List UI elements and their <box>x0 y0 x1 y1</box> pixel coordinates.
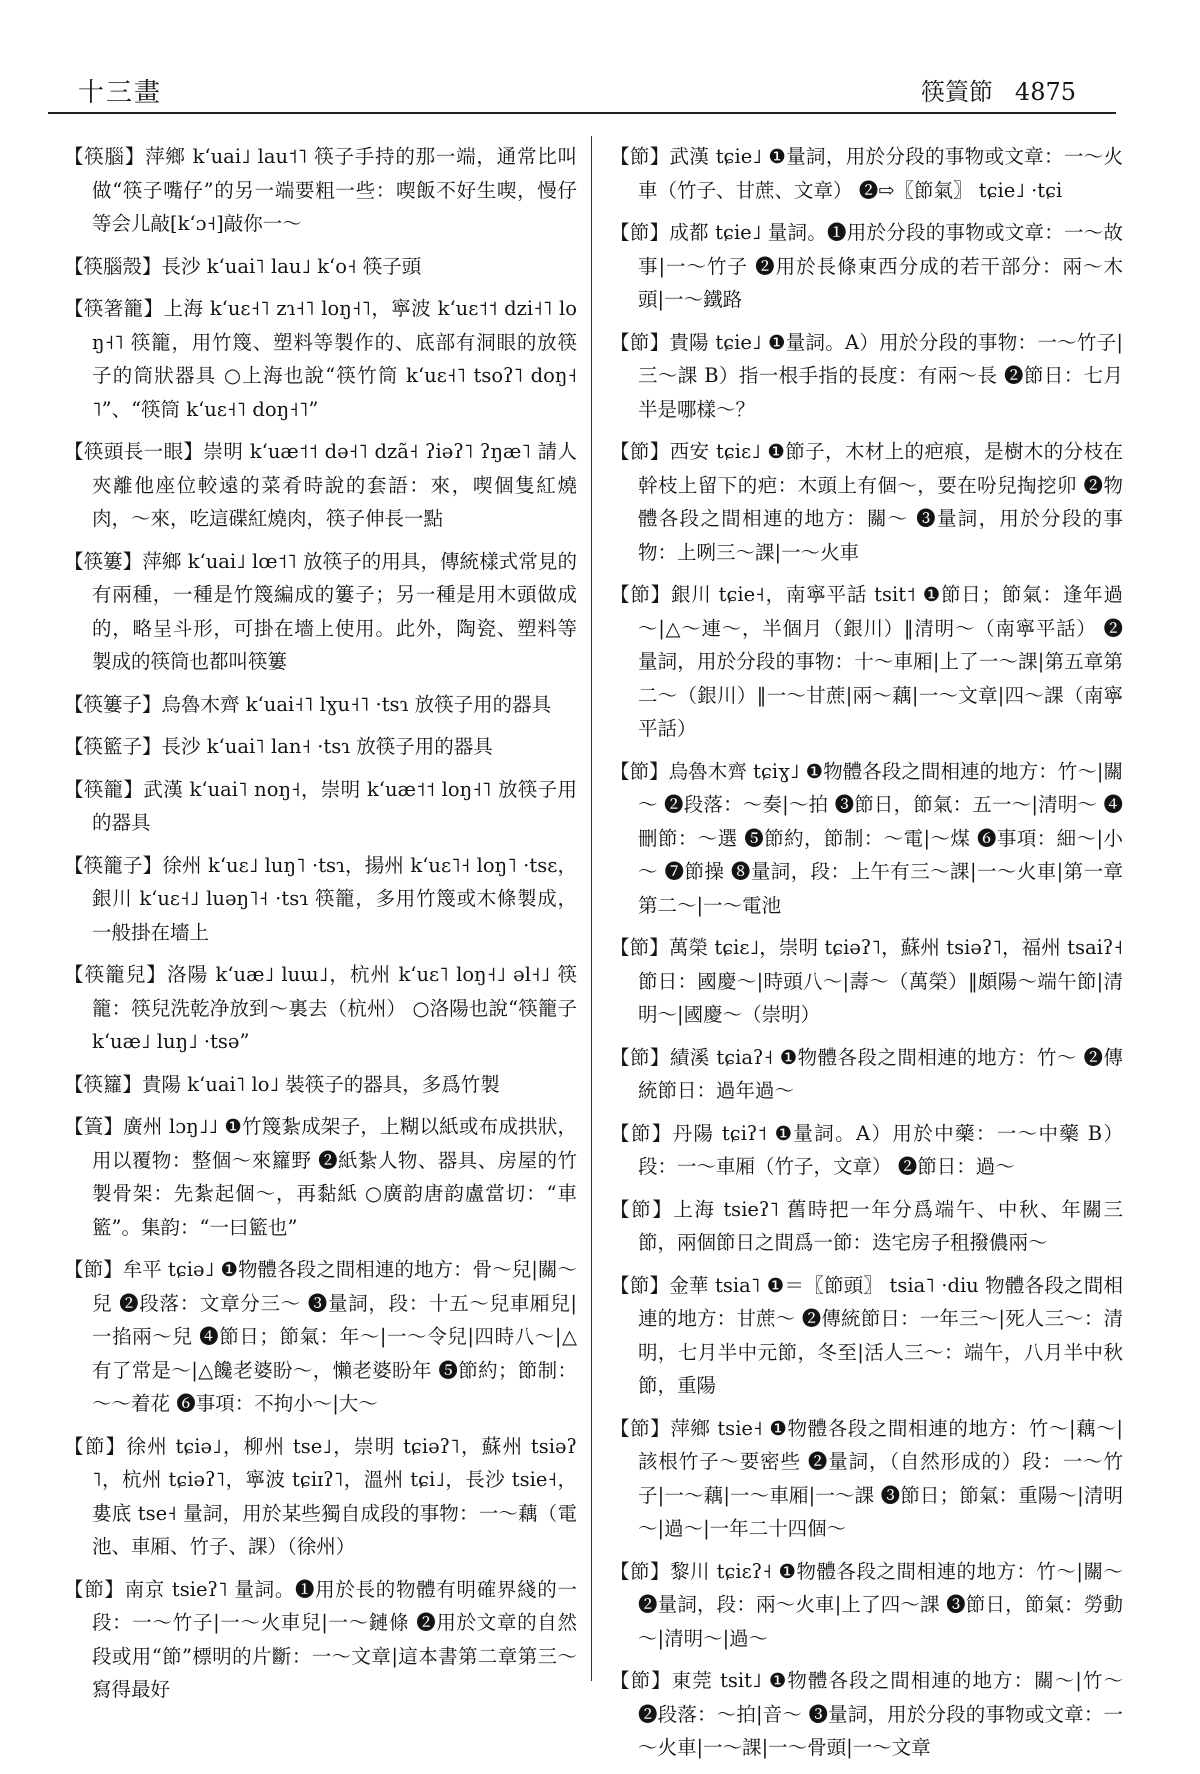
entry-text: 崇明 kʻuæ˦˦ də˧˥ dzã˧ ʔiəʔ˥ ʔŋæ˥ 請人夾離他座位較遠的菜肴時說的套語：來，喫個隻紅燒肉，～來，吃這碟紅燒肉，筷子伸長一點 <box>92 440 577 530</box>
dictionary-entry <box>64 730 577 764</box>
entry-headword: 【 節 】 <box>610 1274 669 1297</box>
left-column <box>64 140 577 1716</box>
header-characters: 筷篢節 <box>920 78 993 106</box>
header-rule <box>48 112 1116 114</box>
entry-text: 廣州 lɔŋ˩˩ ❶竹篾紮成架子，上糊以紙或布成拱狀，用以覆物：整個～來籮野 ❷紙紮人物、器具、房屋的竹製骨架：先紮起個～，再黏紙 ○廣韵唐韵盧當切：“車籃”。集韵：“一曰籃也” <box>92 1115 577 1239</box>
dictionary-entry <box>64 545 577 679</box>
entry-text: 丹陽 tɕiʔ˦ ❶量詞。A）用於中藥：一～中藥 B）段：一～車厢（竹子，文章） ❷節日：過～ <box>638 1121 1123 1178</box>
entry-headword: 【 篢 】 <box>64 1115 123 1138</box>
entry-text: 黎川 tɕiɛʔ˧ ❶物體各段之間相連的地方：竹～|關～ ❷量詞，段：兩～火車|上了四～課 ❸節日，節氣：勞動～|清明～|過～ <box>638 1559 1123 1650</box>
entry-text: 成都 tɕie˩ 量詞。❶用於分段的事物或文章：一～故事|一～竹子 ❷用於長條東西分成的若干部分：兩～木頭|一～鐵路 <box>638 221 1123 311</box>
entry-text: 萬榮 tɕiɛ˩，崇明 tɕiəʔ˥，蘇州 tsiəʔ˥，福州 tsaiʔ˧ 節日：國慶～|時頭八～|壽～（萬榮）‖頗陽～端午節|清明～|國慶～（崇明） <box>638 936 1123 1026</box>
entry-headword: 【 筷籮 】 <box>64 1073 142 1096</box>
entry-headword: 【 筷簍 】 <box>64 550 142 573</box>
dictionary-entry <box>610 1555 1123 1656</box>
entry-text: 長沙 kʻuai˥ lan˧ ·tsɿ 放筷子用的器具 <box>161 735 493 758</box>
entry-headword: 【 節 】 <box>610 1198 673 1221</box>
dictionary-entry <box>610 1664 1123 1765</box>
entry-text: 長沙 kʻuai˥ lau˩ kʻo˧ 筷子頭 <box>161 254 422 278</box>
entry-headword: 【 筷簍子 】 <box>64 693 162 716</box>
dictionary-entry <box>64 140 577 241</box>
dictionary-entry <box>64 250 577 284</box>
entry-headword: 【 節 】 <box>610 221 669 244</box>
entry-text: 南京 tsieʔ˥ 量詞。❶用於長的物體有明確界綫的一段：一～竹子|一～火車兒|一～鏈條 ❷用於文章的自然段或用“節”標明的片斷：一～文章|這本書第二章第三～寫得最好 <box>92 1577 577 1701</box>
dictionary-entry <box>64 773 577 840</box>
dictionary-entry <box>610 931 1123 1032</box>
entry-headword: 【 節 】 <box>610 440 670 463</box>
entry-headword: 【 節 】 <box>610 583 671 606</box>
entry-headword: 【 筷腦 】 <box>64 145 145 168</box>
dictionary-entry <box>610 1117 1123 1184</box>
entry-headword: 【 節 】 <box>610 1560 670 1583</box>
page-number: 4875 <box>1014 78 1076 106</box>
entry-text: 武漢 kʻuai˥ noŋ˧，崇明 kʻuæ˦˦ loŋ˧˥ 放筷子用的器具 <box>92 777 577 834</box>
entry-text: 萍鄉 kʻuai˩ lau˦˥ 筷子手持的那一端，通常比叫做“筷子嘴仔”的另一端要粗一些：喫飯不好生喫，慢仔等会儿敲[kʻɔ˧]敲你一～ <box>92 145 577 235</box>
entry-headword: 【 節 】 <box>610 760 669 783</box>
entry-headword: 【 節 】 <box>610 331 669 354</box>
dictionary-entry <box>64 1573 577 1707</box>
entry-text: 徐州 kʻuɛ˩ luŋ˥ ·tsɿ，揚州 kʻuɛ˥˧ loŋ˥ ·tsɛ，銀川 kʻuɛ˧˩ luəŋ˥˧ ·tsɿ 筷籠，多用竹篾或木條製成，一般掛在墻上 <box>92 853 577 944</box>
entry-headword: 【 節 】 <box>64 1435 126 1458</box>
dictionary-entry <box>610 140 1123 207</box>
dictionary-entry <box>610 578 1123 746</box>
entry-text: 東莞 tsit˩ ❶物體各段之間相連的地方：關～|竹～ ❷段落：～拍|音～ ❸量詞，用於分段的事物或文章：一～火車|一～課|一～骨頭|一～文章 <box>638 1669 1123 1759</box>
dictionary-entry <box>64 1068 577 1102</box>
entry-text: 上海 kʻuɛ˧˥ zɿ˧˥ loŋ˧˥，寧波 kʻuɛ˦˦ dzi˧˥ loŋ˧˥ 筷籠，用竹篾、塑料等製作的、底部有洞眼的放筷子的筒狀器具 ○上海也說“筷竹筒 kʻuɛ˧˥ tsoʔ˥ doŋ˧˥”、“筷筒 kʻuɛ˧˥ doŋ˧˥” <box>92 297 577 421</box>
entry-text: 牟平 tɕiə˩ ❶物體各段之間相連的地方：骨～兒|關～兒 ❷段落：文章分三～ ❸量詞，段：十五～兒車厢兒|一掐兩～兒 ❹節日；節氣：年～|一～令兒|四時八～|△有了常是～|△饞老婆盼～，懶老婆盼年 ❺節約；節制：～～着花 ❻事項：不拘小～|大～ <box>92 1258 577 1415</box>
dictionary-entry <box>610 326 1123 427</box>
dictionary-entry <box>64 958 577 1059</box>
column-divider <box>591 136 592 1681</box>
entry-text: 銀川 tɕie˧，南寧平話 tsit˦ ❶節日；節氣：逢年過～|△～連～，半個月（銀川）‖清明～（南寧平話） ❷量詞，用於分段的事物：十～車厢|上了一～課|第五章第二～（銀川）‖一～甘蔗|兩～藕|一～文章|四～課（南寧平話） <box>638 583 1123 740</box>
entry-headword: 【 筷籠 】 <box>64 778 143 801</box>
entry-headword: 【 節 】 <box>64 1578 125 1601</box>
entry-headword: 【 筷腦殼 】 <box>64 255 162 278</box>
dictionary-entry <box>610 435 1123 569</box>
dictionary-entry <box>610 1193 1123 1260</box>
dictionary-entry <box>610 1412 1123 1546</box>
dictionary-entry <box>610 755 1123 923</box>
page-header <box>48 72 1116 112</box>
dictionary-entry <box>64 688 577 722</box>
dictionary-entry <box>610 1041 1123 1108</box>
dictionary-entry <box>610 1269 1123 1403</box>
entry-text: 金華 tsia˥ ❶＝〖節頭〗 tsia˥ ·diu 物體各段之間相連的地方：甘蔗～ ❷傳統節日：一年三～|死人三～：清明，七月半中元節，冬至|活人三～：端午，八月半中秋節，重陽 <box>638 1273 1123 1397</box>
entry-headword: 【 節 】 <box>610 1669 672 1692</box>
entry-text: 績溪 tɕiaʔ˧ ❶物體各段之間相連的地方：竹～ ❷傳統節日：過年過～ <box>638 1045 1123 1102</box>
entry-headword: 【 節 】 <box>610 1417 670 1440</box>
entry-headword: 【 筷籠兒 】 <box>64 963 167 986</box>
entry-headword: 【 節 】 <box>64 1258 123 1281</box>
entry-text: 萍鄉 kʻuai˩ lœ˦˥ 放筷子的用具，傳統樣式常見的有兩種，一種是竹篾編成的簍子；另一種是用木頭做成的，略呈斗形，可掛在墻上使用。此外，陶瓷、塑料等製成的筷筒也都叫筷簍 <box>92 549 577 673</box>
entry-headword: 【 節 】 <box>610 145 670 168</box>
entry-text: 烏魯木齊 kʻuai˧˥ lɣu˧˥ ·tsɿ 放筷子用的器具 <box>161 692 552 716</box>
dictionary-entry <box>64 1430 577 1564</box>
dictionary-entry <box>64 849 577 950</box>
section-title: 十三畫 <box>78 78 163 108</box>
entry-headword: 【 節 】 <box>610 936 669 959</box>
dictionary-entry <box>64 1110 577 1244</box>
dictionary-entry <box>64 435 577 536</box>
entry-text: 徐州 tɕiə˩，柳州 tse˩，崇明 tɕiəʔ˥，蘇州 tsiəʔ˥，杭州 tɕiəʔ˥，寧波 tɕiɪʔ˥，溫州 tɕi˩，長沙 tsie˧，婁底 tse˧ 量詞，用於某些獨自成段的事物：一～藕（電池、車厢、竹子、課）（徐州） <box>92 1434 577 1558</box>
entry-text: 貴陽 kʻuai˥ lo˩ 裝筷子的器具，多爲竹製 <box>142 1072 500 1096</box>
header-right <box>921 72 1076 107</box>
dictionary-entry <box>64 1253 577 1421</box>
entry-headword: 【 節 】 <box>610 1122 673 1145</box>
entry-headword: 【 筷箸籠 】 <box>64 297 163 320</box>
entry-text: 貴陽 tɕie˩ ❶量詞。A）用於分段的事物：一～竹子|三～課 B）指一根手指的長度：有兩～長 ❷節日：七月半是哪樣～？ <box>638 330 1123 421</box>
entry-headword: 【 筷籃子 】 <box>64 735 162 758</box>
entry-text: 烏魯木齊 tɕiɣ˩ ❶物體各段之間相連的地方：竹～|關～ ❷段落：～奏|～拍 ❸節日，節氣：五一～|清明～ ❹刪節：～選 ❺節約，節制：～電|～煤 ❻事項：細～|小～ ❼節操 ❽量詞，段：上午有三～課|一～火車|第一章第二～|一～電池 <box>638 759 1123 917</box>
entry-text: 武漢 tɕie˩ ❶量詞，用於分段的事物或文章：一～火車（竹子、甘蔗、文章） ❷⇨〖節氣〗 tɕie˩ ·tɕi <box>638 145 1123 202</box>
right-column <box>610 140 1123 1774</box>
entry-headword: 【 筷頭長一眼 】 <box>64 440 203 463</box>
entry-headword: 【 節 】 <box>610 1046 670 1069</box>
entry-text: 萍鄉 tsie˧ ❶物體各段之間相連的地方：竹～|藕～|該根竹子～要密些 ❷量詞，（自然形成的）段：一～竹子|一～藕|一～車厢|一～課 ❸節日；節氣：重陽～|清明～|過～|一年二十四個～ <box>638 1416 1123 1540</box>
dictionary-entry <box>610 216 1123 317</box>
entry-text: 上海 tsieʔ˥ 舊時把一年分爲端午、中秋、年關三節，兩個節日之間爲一節：迭宅房子租撥儂兩～ <box>638 1197 1123 1254</box>
entry-headword: 【 筷籠子 】 <box>64 854 162 877</box>
dictionary-entry <box>64 292 577 426</box>
entry-text: 西安 tɕiɛ˩ ❶節子，木材上的疤痕，是樹木的分枝在幹枝上留下的疤：木頭上有個～，要在吩兒掏挖卯 ❷物體各段之間相連的地方：關～ ❸量詞，用於分段的事物：上咧三～課|一～火車 <box>638 440 1123 564</box>
entry-text: 洛陽 kʻuæ˩ luɯ˩，杭州 kʻuɛ˥ loŋ˧˩ əl˧˩ 筷籠：筷兒洗乾净放到～裏去（杭州） ○洛陽也說“筷籠子 kʻuæ˩ luŋ˩ ·tsə” <box>92 963 577 1053</box>
